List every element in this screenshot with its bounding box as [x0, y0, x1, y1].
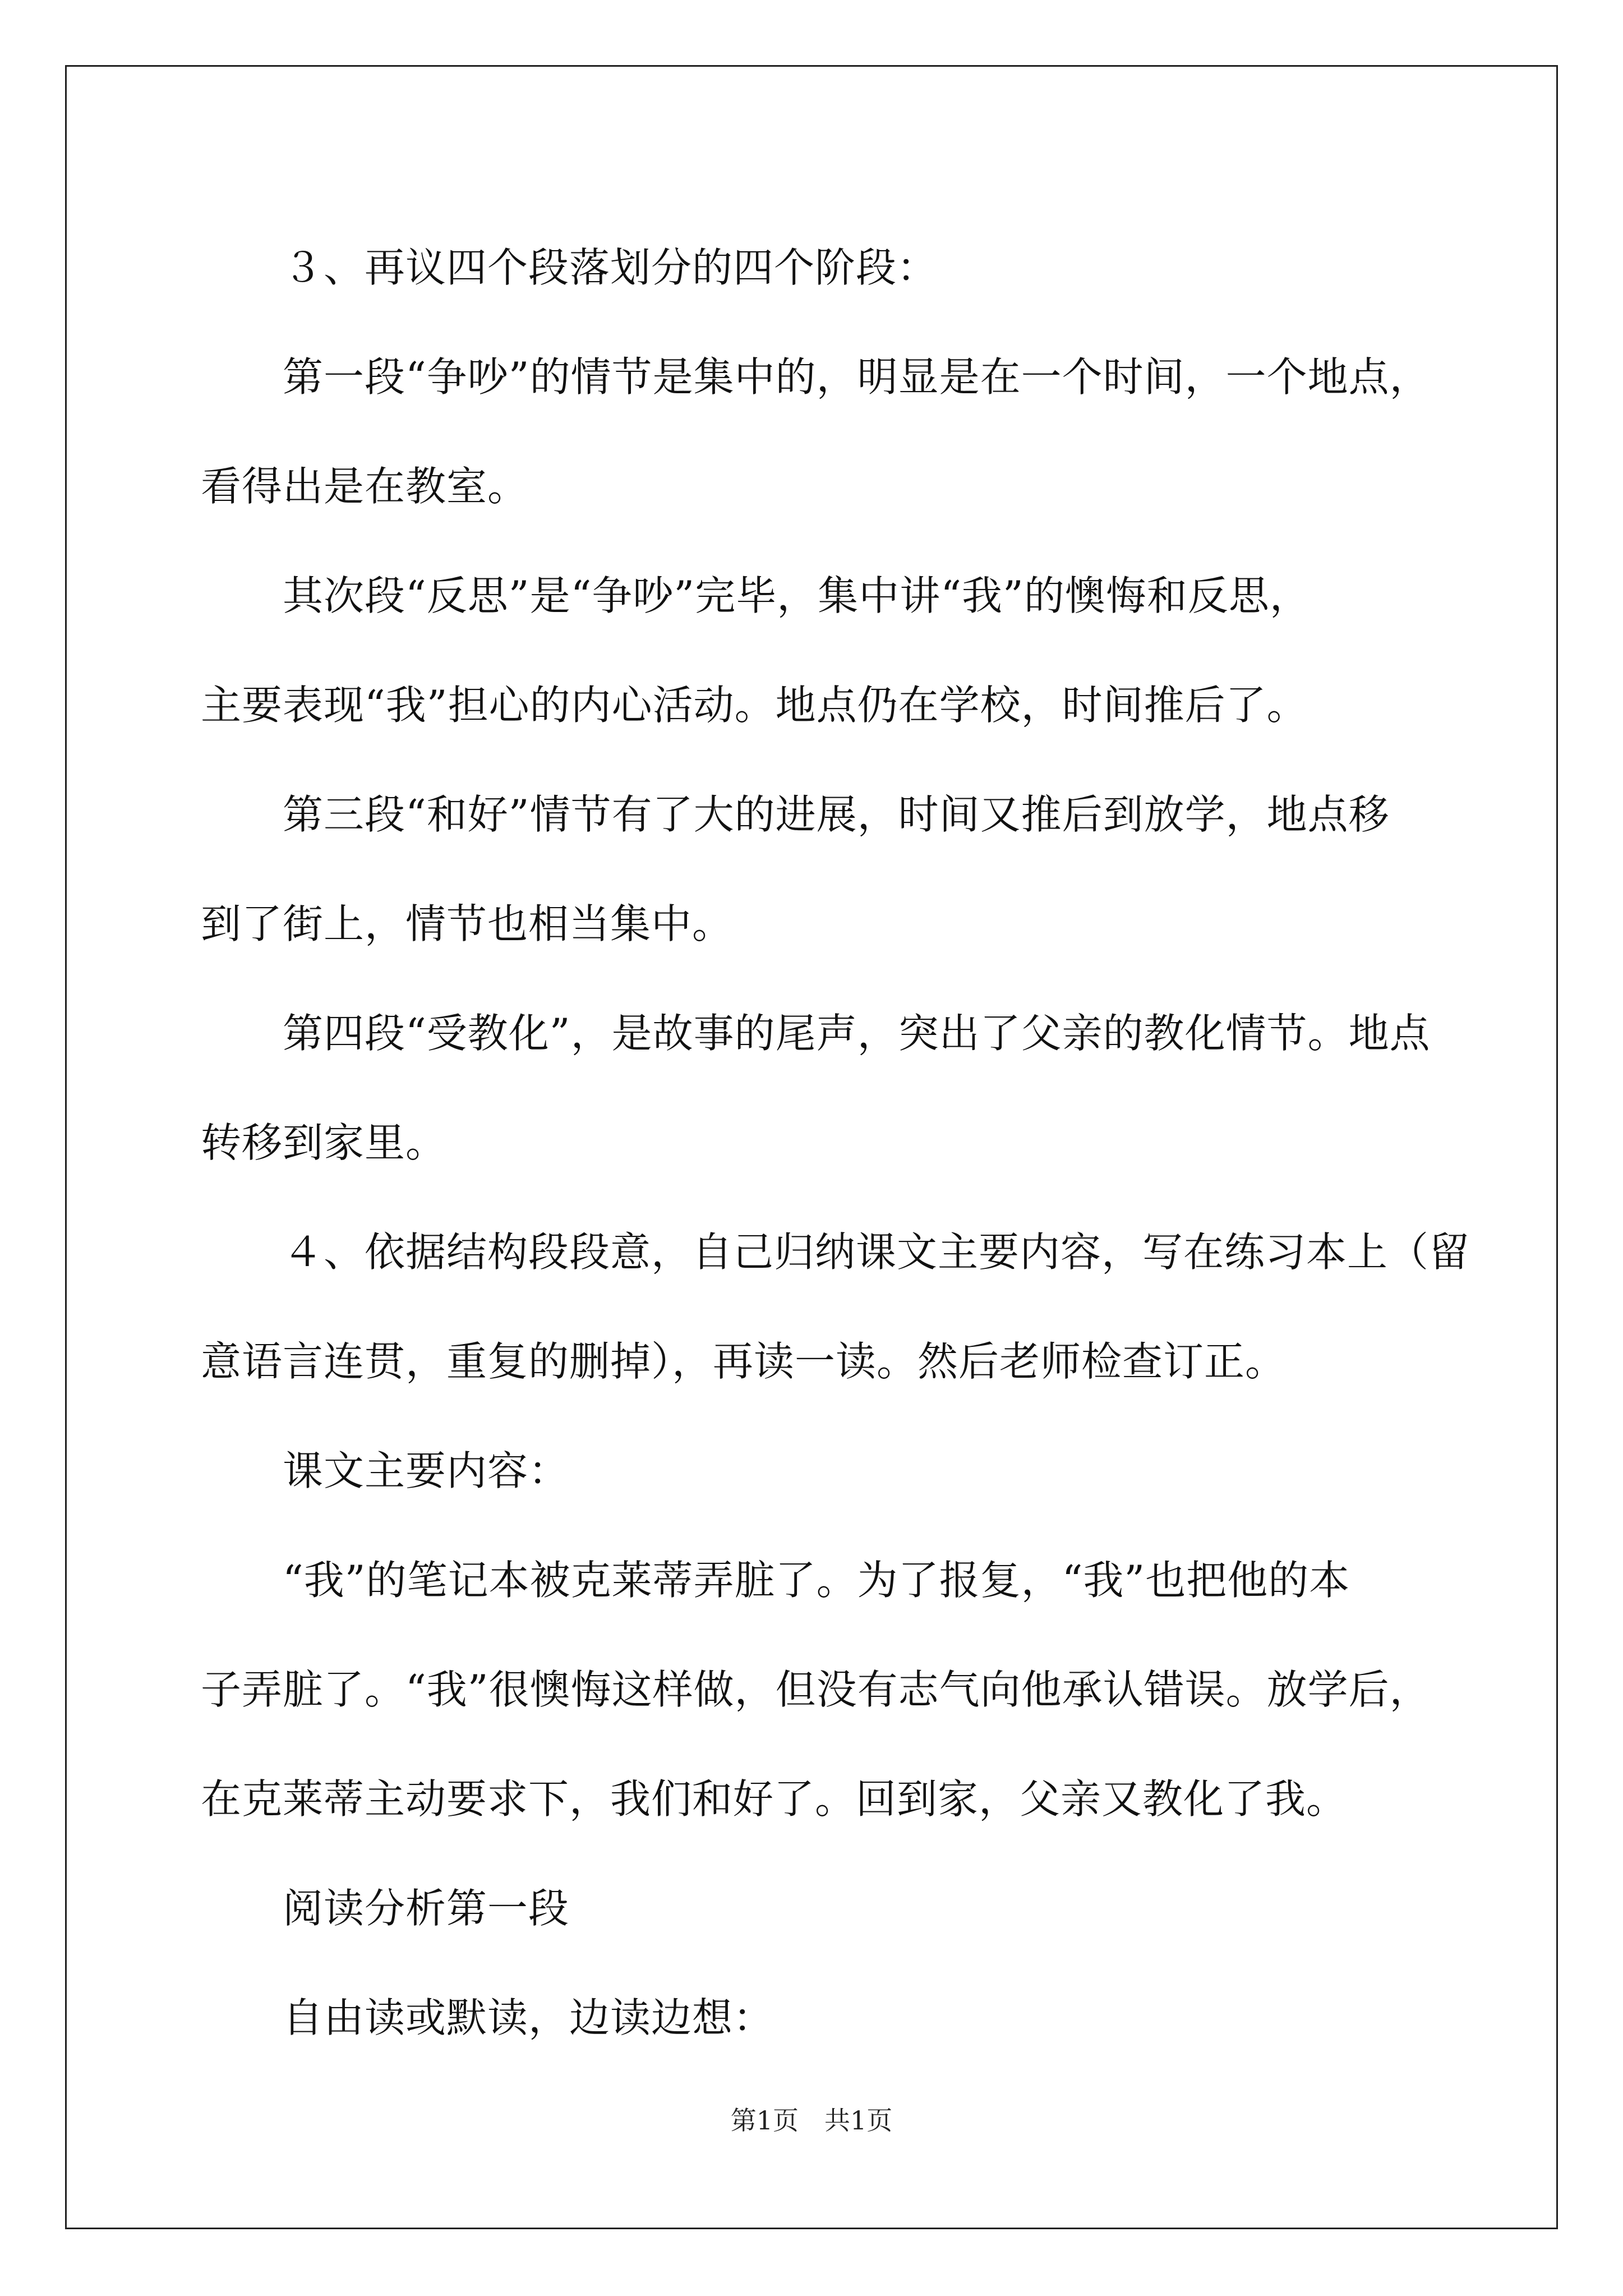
text-line: 自由读或默读，边读边想：: [283, 1994, 774, 2041]
text-line: 子弄脏了。“我”很懊悔这样做，但没有志气向他承认错误。放学后，: [201, 1666, 1431, 1713]
text-line: 主要表现“我”担心的内心活动。地点仍在学校，时间推后了。: [201, 682, 1308, 729]
text-line: 在克莱蒂主动要求下，我们和好了。回到家，父亲又教化了我。: [201, 1775, 1348, 1823]
text-line: 第四段“受教化”，是故事的尾声，突出了父亲的教化情节。地点: [283, 1010, 1431, 1057]
text-line: ３、再议四个段落划分的四个阶段：: [283, 244, 938, 291]
page-number-footer: 第1页 共1页: [730, 2105, 893, 2136]
text-line: 看得出是在教室。: [201, 463, 529, 510]
text-line: 意语言连贯，重复的删掉），再读一读。然后老师检查订正。: [201, 1338, 1287, 1385]
text-line: 转移到家里。: [201, 1119, 447, 1166]
text-line: 课文主要内容：: [283, 1447, 570, 1494]
text-line: 第三段“和好”情节有了大的进展，时间又推后到放学，地点移: [283, 791, 1390, 838]
text-line: 第一段“争吵”的情节是集中的，明显是在一个时间，一个地点，: [283, 353, 1431, 401]
text-line: ４、依据结构段段意，自己归纳课文主要内容，写在练习本上（留: [283, 1228, 1470, 1276]
text-line: 其次段“反思”是“争吵”完毕，集中讲“我”的懊悔和反思，: [283, 572, 1311, 619]
text-line: 到了街上，情节也相当集中。: [201, 900, 734, 947]
text-line: 阅读分析第一段: [283, 1885, 570, 1932]
text-line: “我”的笔记本被克莱蒂弄脏了。为了报复，“我”也把他的本: [283, 1557, 1350, 1604]
document-body: [201, 213, 1470, 2073]
